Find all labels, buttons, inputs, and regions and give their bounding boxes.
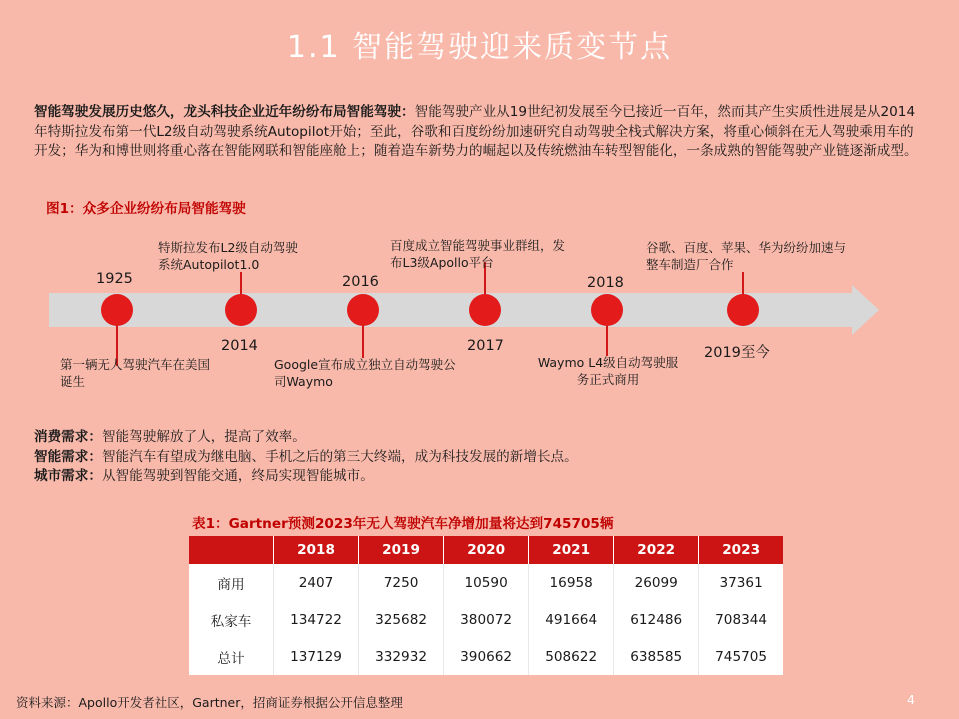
table-row: [189, 638, 783, 675]
timeline-note-1925: 第一辆无人驾驶汽车在美国诞生: [60, 357, 211, 389]
table-cell: 134722: [274, 601, 359, 638]
source-footer: 资料来源：Apollo开发者社区，Gartner，招商证券根据公开信息整理: [16, 695, 403, 710]
timeline-dot-2014: [225, 294, 257, 326]
needs-item: [34, 448, 578, 468]
needs-label: 城市需求：: [34, 468, 102, 484]
page-number: 4: [907, 692, 915, 707]
table-row: [189, 601, 783, 638]
table-header-cell: 2020: [444, 536, 529, 564]
table-cell: 325682: [359, 601, 444, 638]
needs-text: 从智能驾驶到智能交通，终局实现智能城市。: [101, 468, 374, 484]
timeline-dot-2018: [591, 294, 623, 326]
table-cell: 390662: [444, 638, 529, 675]
needs-label: 消费需求：: [34, 429, 102, 445]
table-header-cell: 2023: [699, 536, 783, 564]
timeline-dot-2016: [347, 294, 379, 326]
table-cell: 137129: [274, 638, 359, 675]
timeline-dot-2019: [727, 294, 759, 326]
table-header-cell: 2018: [274, 536, 359, 564]
table-cell: 708344: [699, 601, 783, 638]
timeline-note-2016: Google宣布成立独立自动驾驶公司Waymo: [274, 357, 456, 389]
timeline-arrow-head: [852, 285, 879, 335]
table-cell: 2407: [274, 564, 359, 601]
needs-item: [34, 467, 578, 487]
timeline-year-2019: 2019至今: [704, 345, 770, 361]
timeline-year-2016: 2016: [342, 274, 379, 290]
table-cell: 16958: [529, 564, 614, 601]
table-cell: 491664: [529, 601, 614, 638]
table-cell: 508622: [529, 638, 614, 675]
timeline-dot-2017: [469, 294, 501, 326]
table-header-cell: [189, 536, 274, 564]
table-header-cell: 2019: [359, 536, 444, 564]
figure-title: 图1：众多企业纷纷布局智能驾驶: [46, 201, 246, 217]
needs-text: 智能汽车有望成为继电脑、手机之后的第三大终端，成为科技发展的新增长点。: [101, 448, 578, 465]
timeline-year-2017: 2017: [467, 338, 504, 354]
table-cell: 612486: [614, 601, 699, 638]
table-cell: 380072: [444, 601, 529, 638]
intro-lead: 智能驾驶发展历史悠久，龙头科技企业近年纷纷布局智能驾驶：: [34, 104, 415, 120]
timeline-year-1925: 1925: [96, 271, 133, 287]
table-row-label: 商用: [189, 564, 274, 601]
table-cell: 332932: [359, 638, 444, 675]
needs-list: [34, 428, 578, 487]
table-cell: 26099: [614, 564, 699, 601]
timeline-note-2019: 谷歌、百度、苹果、华为纷纷加速与整车制造厂合作: [646, 240, 847, 272]
table-cell: 7250: [359, 564, 444, 601]
timeline-note-2017: 百度成立智能驾驶事业群组，发布L3级Apollo平台: [390, 238, 566, 270]
table-row-label: 私家车: [189, 601, 274, 638]
forecast-table: [189, 536, 783, 675]
needs-item: [34, 428, 578, 448]
table-cell: 10590: [444, 564, 529, 601]
timeline-dot-1925: [101, 294, 133, 326]
needs-text: 智能驾驶解放了人，提高了效率。: [101, 429, 306, 445]
table-cell: 745705: [699, 638, 783, 675]
timeline-year-2018: 2018: [587, 275, 624, 291]
table-cell: 37361: [699, 564, 783, 601]
table-row: [189, 564, 783, 601]
timeline-note-2018: Waymo L4级自动驾驶服务正式商用: [537, 355, 679, 387]
timeline-year-2014: 2014: [221, 338, 258, 354]
intro-paragraph: [34, 103, 924, 162]
page-title: 1.1 智能驾驶迎来质变节点: [286, 30, 673, 65]
table-title: 表1：Gartner预测2023年无人驾驶汽车净增加量将达到745705辆: [192, 516, 614, 532]
table-header-cell: 2022: [614, 536, 699, 564]
table-header-cell: 2021: [529, 536, 614, 564]
table-header-row: [189, 536, 783, 564]
table-cell: 638585: [614, 638, 699, 675]
timeline-note-2014: 特斯拉发布L2级自动驾驶系统Autopilot1.0: [158, 240, 298, 272]
needs-label: 智能需求：: [34, 448, 102, 465]
table-row-label: 总计: [189, 638, 274, 675]
intro-text: 智能驾驶产业从19世纪初发展至今已接近一百年，然而其产生实质性进展是从2014年特斯拉发布第一代L2级自动驾驶系统Autopilot开始；至此，谷歌和百度纷纷加速研究自动驾驶全栈式解决方案，将重心倾斜在无人驾驶乘用车的开发；华为和博世则将重心落在智能网联和智能座舱上；随着造车新势力的崛起以及传统燃油车转型智能化，一条成熟的智能驾驶产业链逐渐成型。: [34, 104, 918, 159]
